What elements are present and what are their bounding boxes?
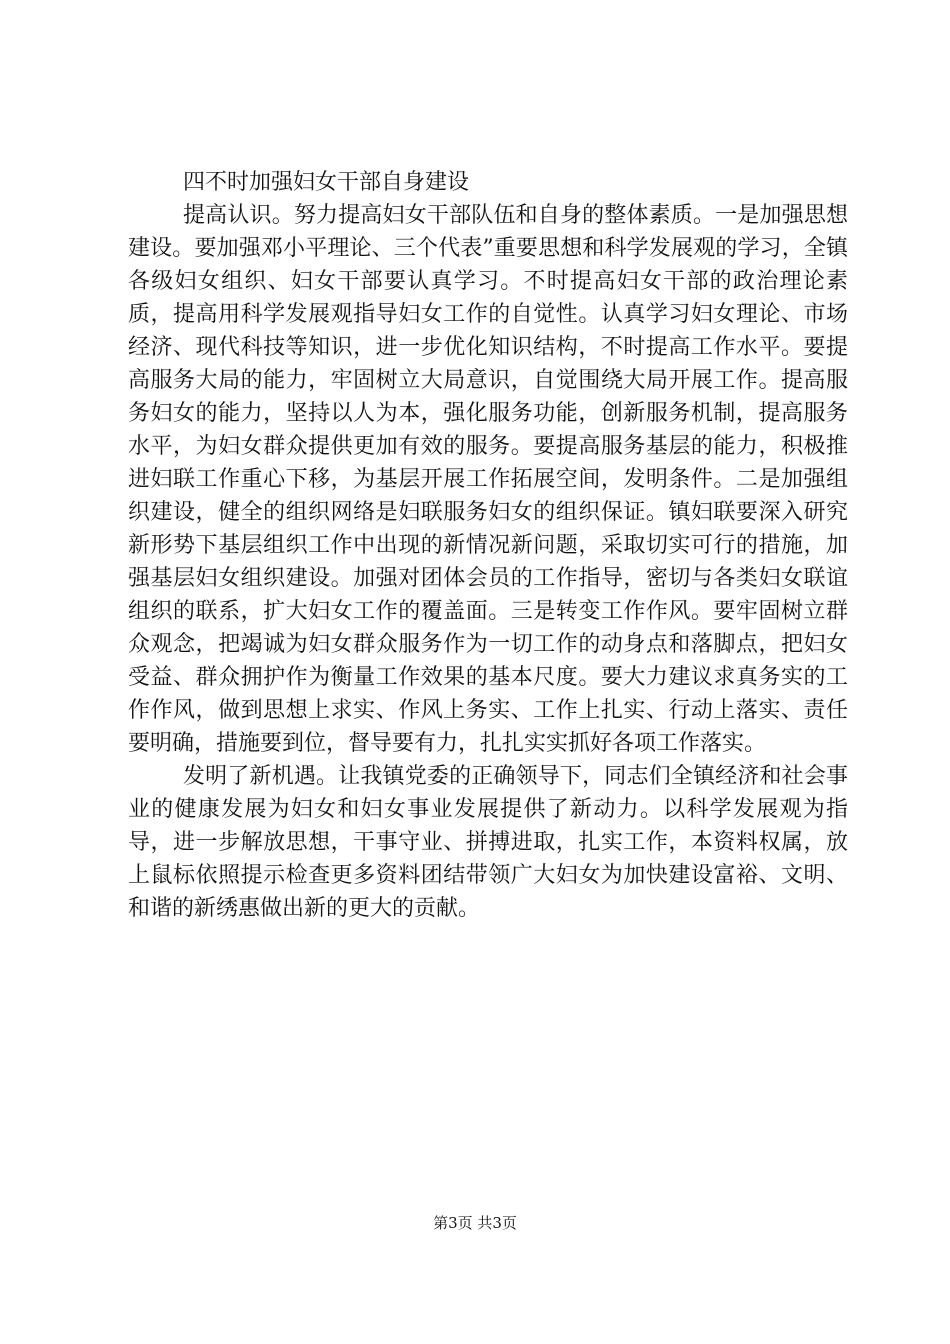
document-body [128,166,848,925]
paragraph-2: 发明了新机遇。让我镇党委的正确领导下，同志们全镇经济和社会事业的健康发展为妇女和妇女事业发展提供了新动力。以科学发展观为指导，进一步解放思想，干事守业、拼搏进取，扎实工作，本资料权属，放上鼠标依照提示检查更多资料团结带领广大妇女为加快建设富裕、文明、和谐的新绣惠做出新的更大的贡献。 [128,764,848,921]
page-footer: 第3页 共3页 [433,1214,517,1232]
paragraph-1: 提高认识。努力提高妇女干部队伍和自身的整体素质。一是加强思想建设。要加强邓小平理论、三个代表”重要思想和科学发展观的学习，全镇各级妇女组织、妇女干部要认真学习。不时提高妇女干部的政治理论素质，提高用科学发展观指导妇女工作的自觉性。认真学习妇女理论、市场经济、现代科技等知识，进一步优化知识结构，不时提高工作水平。要提高服务大局的能力，牢固树立大局意识，自觉围绕大局开展工作。提高服务妇女的能力，坚持以人为本，强化服务功能，创新服务机制，提高服务水平，为妇女群众提供更加有效的服务。要提高服务基层的能力，积极推进妇联工作重心下移，为基层开展工作拓展空间，发明条件。二是加强组织建设，健全的组织网络是妇联服务妇女的组织保证。镇妇联要深入研究新形势下基层组织工作中出现的新情况新问题，采取切实可行的措施，加强基层妇女组织建设。加强对团体会员的工作指导，密切与各类妇女联谊组织的联系，扩大妇女工作的覆盖面。三是转变工作作风。要牢固树立群众观念，把竭诚为妇女群众服务作为一切工作的动身点和落脚点，把妇女受益、群众拥护作为衡量工作效果的基本尺度。要大力建议求真务实的工作作风，做到思想上求实、作风上务实、工作上扎实、行动上落实、责任要明确，措施要到位，督导要有力，扎扎实实抓好各项工作落实。 [128,203,848,756]
section-heading: 四不时加强妇女干部自身建设 [183,170,470,195]
